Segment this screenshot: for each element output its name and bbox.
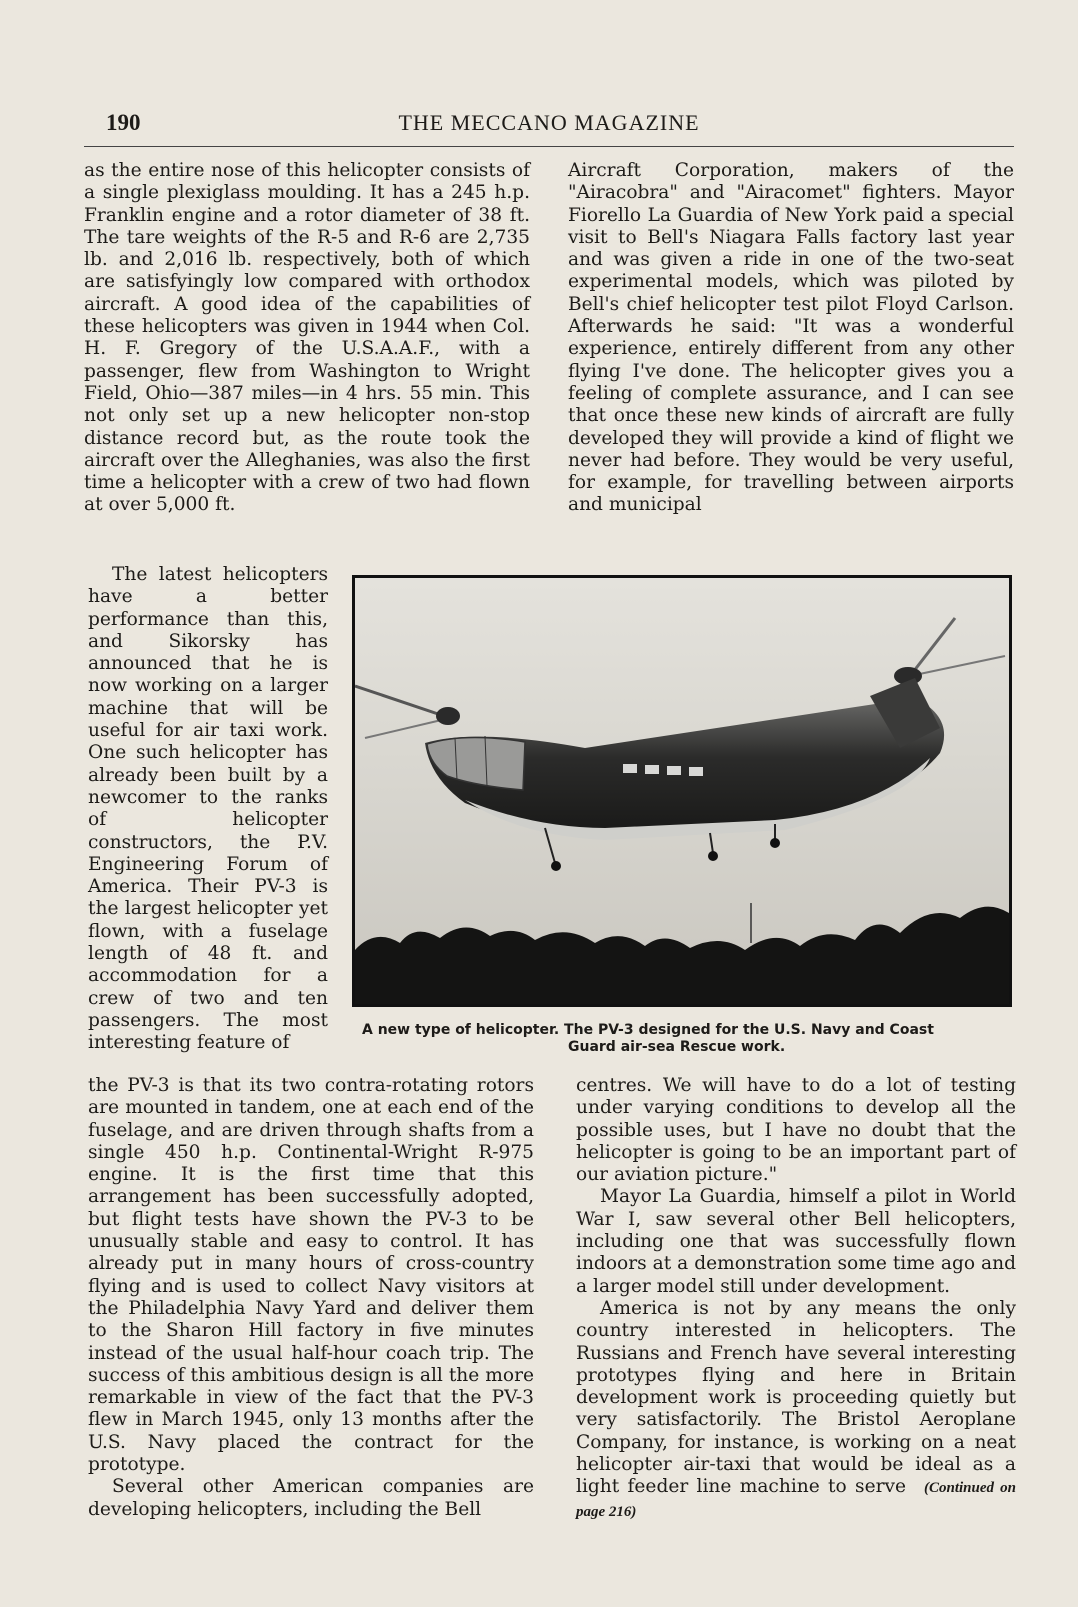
paragraph: Aircraft Corporation, makers of the "Airacobra" and "Airacomet" fighters. Mayor Fiorello La Guardia of New York paid a special visit to Bell's Niagara Falls factory last year and was given a ride in one of the two-seat experimental models, which was piloted by Bell's chief helicopter test pilot Floyd Carlson. Afterwards he said: "It was a wonderful experience, entirely different from any other flying I've done. The helicopter gives you a feeling of complete assurance, and I can see that once these new kinds of aircraft are fully developed they will provide a kind of flight we never had before. They would be very useful, for example, for travelling between airports and municipal bbox=[568, 160, 1014, 516]
paragraph: The latest helicopters have a better performance than this, and Sikorsky has announced that he is now working on a larger machine that will be useful for air taxi work. One such helicopter has already been built by a newcomer to the ranks of helicopter constructors, the P.V. Engineering Forum of America. Their PV-3 is the largest helicopter yet flown, with a fuselage length of 48 ft. and accommodation for a crew of two and ten passengers. The most interesting feature of bbox=[88, 564, 328, 1054]
article-column-right-bottom bbox=[576, 1075, 1016, 1523]
paragraph-text: America is not by any means the only country interested in helicopters. The Russians and French have several interesting prototypes flying and here in Britain development work is proceeding quietly but very satisfactorily. The Bristol Aeroplane Company, for instance, is working on a neat helicopter air-taxi that would be ideal as a light feeder line machine to serve bbox=[576, 1297, 1016, 1498]
header-rule bbox=[84, 146, 1014, 147]
paragraph: centres. We will have to do a lot of testing under varying conditions to develop all the possible uses, but I have no doubt that the helicopter is going to be an important part of our aviation picture." bbox=[576, 1075, 1016, 1186]
page-number: 190 bbox=[106, 110, 141, 135]
caption-line: A new type of helicopter. The PV-3 designed for the U.S. Navy and Coast bbox=[362, 1022, 934, 1038]
caption-line: Guard air-sea Rescue work. bbox=[568, 1039, 786, 1055]
paragraph: the PV-3 is that its two contra-rotating rotors are mounted in tandem, one at each end of the fuselage, and are driven through shafts from a single 450 h.p. Continental-Wright R-975 engine. It is the first time that this arrangement has been successfully adopted, but flight tests have shown the PV-3 to be unusually stable and easy to control. It has already put in many hours of cross-country flying and is used to collect Navy visitors at the Philadelphia Navy Yard and deliver them to the Sharon Hill factory in five minutes instead of the usual half-hour coach trip. The success of this ambitious design is all the more remarkable in view of the fact that the PV-3 flew in March 1945, only 13 months after the U.S. Navy placed the contract for the prototype. bbox=[88, 1075, 534, 1476]
tree-line bbox=[355, 907, 1009, 1004]
rotor-blade bbox=[355, 686, 450, 718]
paragraph bbox=[576, 1298, 1016, 1523]
paragraph: as the entire nose of this helicopter consists of a single plexiglass moulding. It has a 245 h.p. Franklin engine and a rotor diameter of 38 ft. The tare weights of the R-5 and R-6 are 2,735 lb. and 2,016 lb. respectively, both of which are satisfyingly low compared with orthodox aircraft. A good idea of the capabilities of these helicopters was given in 1944 when Col. H. F. Gregory of the U.S.A.A.F., with a passenger, flew from Washington to Wright Field, Ohio—387 miles—in 4 hrs. 55 min. This not only set up a new helicopter non-stop distance record but, as the route took the aircraft over the Alleghanies, was also the first time a helicopter with a crew of two had flown at over 5,000 ft. bbox=[84, 160, 530, 516]
helicopter-photo bbox=[352, 575, 1012, 1007]
article-column-right-top bbox=[568, 160, 1014, 517]
article-column-narrow bbox=[88, 564, 328, 1055]
paragraph: Several other American companies are developing helicopters, including the Bell bbox=[88, 1476, 534, 1520]
magazine-title: THE MECCANO MAGAZINE bbox=[398, 110, 700, 135]
pv3-helicopter-illustration bbox=[355, 578, 1009, 1004]
continued-note[interactable]: (Continued on page 216) bbox=[576, 1480, 1016, 1520]
article-column-left-top bbox=[84, 160, 530, 517]
article-column-left-bottom bbox=[88, 1075, 534, 1521]
paragraph: Mayor La Guardia, himself a pilot in World War I, saw several other Bell helicopters, including one that was successfully flown indoors at a demonstration some time ago and a larger model still under development. bbox=[576, 1186, 1016, 1297]
page-header bbox=[84, 110, 1014, 144]
photo-caption bbox=[362, 1022, 1014, 1056]
